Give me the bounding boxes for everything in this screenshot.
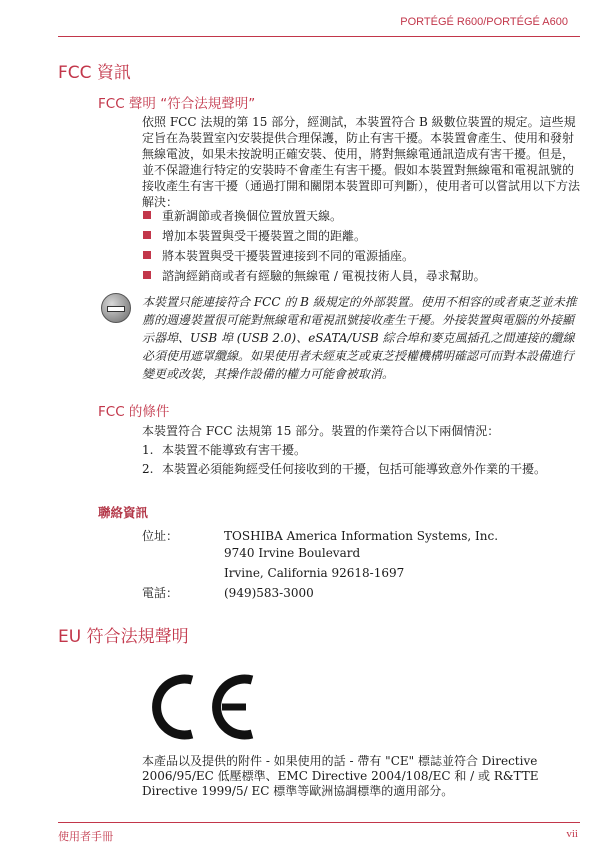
ce-mark-logo xyxy=(140,672,270,742)
fcc-note xyxy=(142,293,580,383)
list-item: 將本裝置與受干擾裝置連接到不同的電源插座。 xyxy=(142,248,582,268)
phone-number: (949)583-3000 xyxy=(224,586,314,600)
list-item: 諮詢經銷商或者有經驗的無線電 / 電視技術人員，尋求幫助。 xyxy=(142,268,582,288)
fcc-conditions-list xyxy=(142,442,572,480)
address-label: 位址： xyxy=(142,529,179,543)
fcc-statement-heading: FCC 聲明 “符合法規聲明” xyxy=(98,96,256,112)
eu-heading: EU 符合法規聲明 xyxy=(58,627,189,647)
fcc-statement-paragraph xyxy=(142,114,582,210)
fcc-remedy-list xyxy=(142,208,582,288)
list-item: 增加本裝置與受干擾裝置之間的距離。 xyxy=(142,228,582,248)
eu-paragraph xyxy=(142,754,582,799)
running-header: PORTÉGÉ R600/PORTÉGÉ A600 xyxy=(400,16,568,28)
page-number: vii xyxy=(566,828,578,840)
list-item: 重新調節或者換個位置放置天線。 xyxy=(142,208,582,228)
fcc-note-text: 本裝置只能連接符合 FCC 的 B 級規定的外部裝置。使用不相容的或者東芝並未推薦的週邊裝置很可能對無線電和電視訊號接收產生干擾。外接裝置與電腦的外接顯示器埠、USB 埠 (USB 2.0)、eSATA/USB 綜合埠和麥克風插孔之間連接的纜線必須使用遮罩纜線。如果使用者未經東芝或東芝授權機構明確認可而對本設備進行變更或改裝，其操作設備的權力可能會被取消。 xyxy=(142,295,577,381)
footer-rule xyxy=(58,822,580,823)
address-row xyxy=(142,528,582,545)
eu-paragraph-text: 本產品以及提供的附件 - 如果使用的話 - 帶有 "CE" 標誌並符合 Directive 2006/95/EC 低壓標準、EMC Directive 2004/108/EC 和 / 或 R&TTE Directive 1999/5/ EC 標準等歐洲協調標準的適用部分。 xyxy=(142,754,539,798)
fcc-heading: FCC 資訊 xyxy=(58,63,131,83)
list-item-number: 1. xyxy=(142,443,154,457)
contact-heading: 聯絡資訊 xyxy=(98,505,149,520)
list-item xyxy=(142,442,572,458)
header-rule xyxy=(58,36,580,37)
no-entry-icon xyxy=(101,293,131,323)
contact-block xyxy=(142,528,582,602)
list-item xyxy=(142,461,572,477)
address-line: Irvine, California 92618-1697 xyxy=(224,566,405,580)
list-item-text: 本裝置必須能夠經受任何接收到的干擾，包括可能導致意外作業的干擾。 xyxy=(162,462,547,476)
phone-row xyxy=(142,585,582,602)
address-line: 9740 Irvine Boulevard xyxy=(224,546,361,560)
address-line: TOSHIBA America Information Systems, Inc. xyxy=(224,529,499,543)
address-row xyxy=(142,545,582,562)
phone-label: 電話： xyxy=(142,586,179,600)
footer-title: 使用者手冊 xyxy=(58,830,113,843)
address-row xyxy=(142,565,582,582)
fcc-statement-text: 依照 FCC 法規的第 15 部分，經測試，本裝置符合 B 級數位裝置的規定。這些規定旨在為裝置室內安裝提供合理保護，防止有害干擾。本裝置會產生、使用和發射無線電波，如果未按說明正確安裝、使用，將對無線電通訊造成有害干擾。但是，並不保證進行特定的安裝時不會產生有害干擾。假如本裝置對無線電和電視訊號的接收產生有害干擾（通過打開和關閉本裝置即可判斷），使用者可以嘗試用以下方法解決： xyxy=(142,115,581,209)
fcc-conditions-intro xyxy=(142,423,582,439)
list-item-text: 本裝置不能導致有害干擾。 xyxy=(162,443,307,457)
fcc-conditions-intro-text: 本裝置符合 FCC 法規第 15 部分。裝置的作業符合以下兩個情況： xyxy=(142,424,500,438)
list-item-number: 2. xyxy=(142,462,154,476)
fcc-conditions-heading: FCC 的條件 xyxy=(98,404,170,420)
